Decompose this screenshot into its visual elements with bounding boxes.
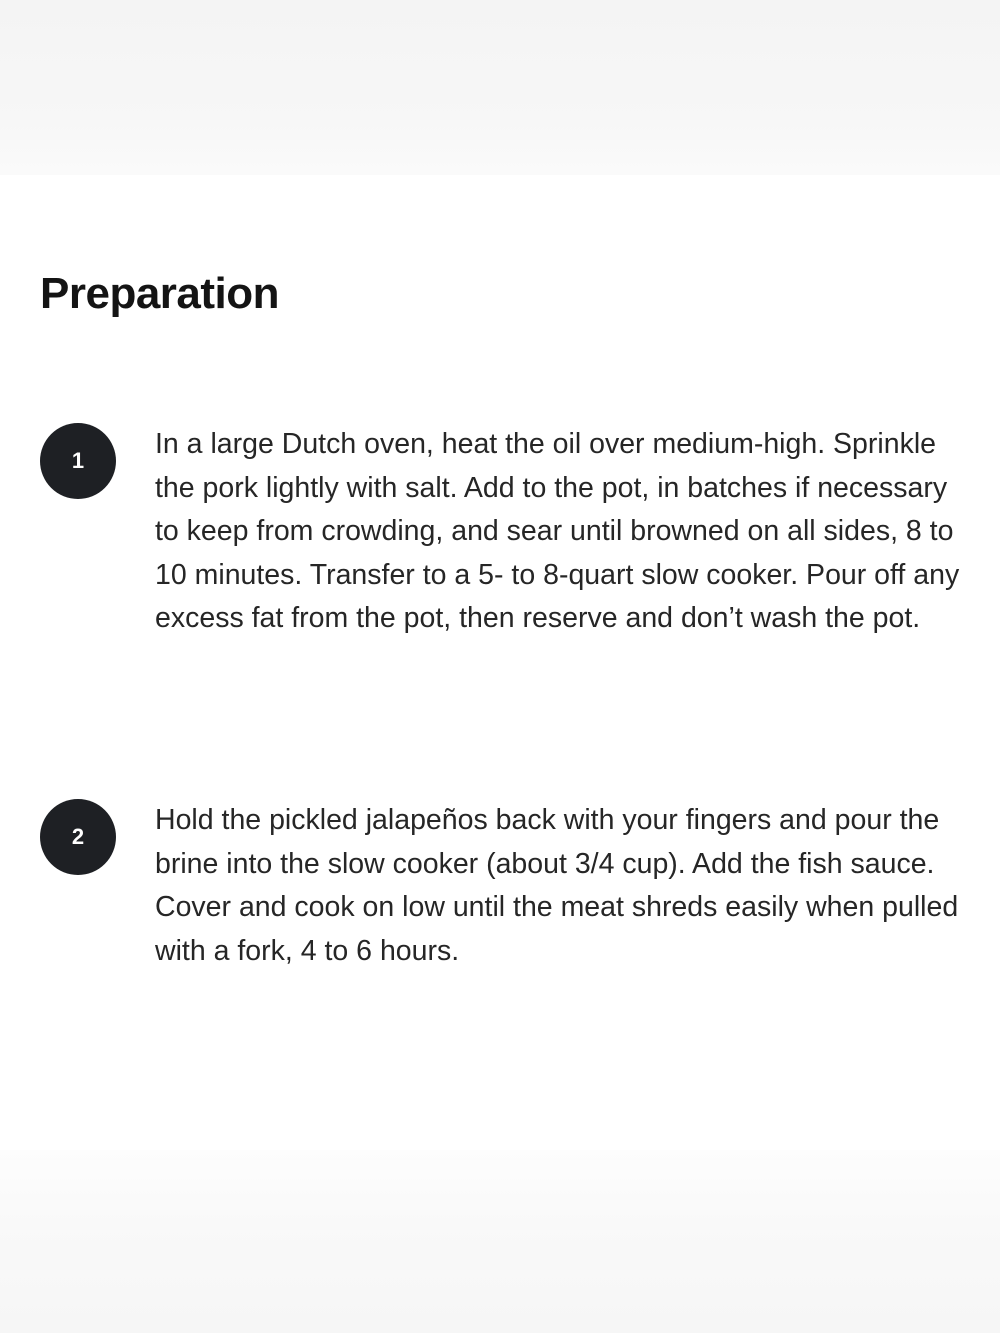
top-blurred-band — [0, 0, 1000, 175]
bottom-blurred-band — [0, 1150, 1000, 1333]
step-instructions: Hold the pickled jalapeños back with your fingers and pour the brine into the slow cooker (about 3/4 cup). Add the fish sauce. Cover and cook on low until the meat shreds easily when pulled with a fork, 4 to 6 hours. — [155, 804, 959, 967]
step-number-badge: 2 — [40, 799, 116, 875]
step-instructions: In a large Dutch oven, heat the oil over medium-high. Sprinkle the pork lightly with salt. Add to the pot, in batches if necessary to keep from crowding, and sear until browned on all sides, 8 to 10 minutes. Transfer to a 5- to 8-quart slow cooker. Pour off any excess fat from the pot, then reserve and don’t wash the pot. — [155, 428, 960, 635]
section-title: Preparation — [40, 269, 280, 318]
step-number-badge: 1 — [40, 423, 116, 499]
